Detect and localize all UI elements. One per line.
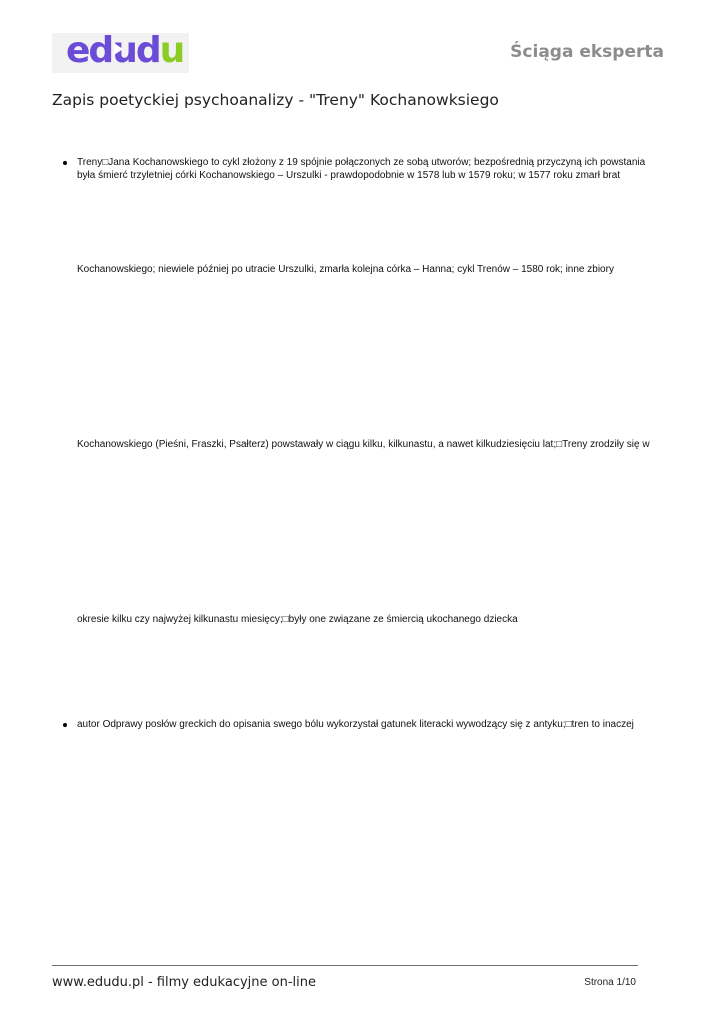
logo-letter-d2: d [135,30,160,71]
text-line-4: Kochanowskiego (Pieśni, Fraszki, Psałterz) powstawały w ciągu kilku, kilkunastu, a nawet kilkudziesięciu lat;□Treny zrodziły się w [77,439,650,450]
text-line-2: była śmierć trzyletniej córki Kochanowskiego – Urszulki - prawdopodobnie w 1578 lub w 1579 roku; w 1577 roku zmarł brat [77,170,621,181]
logo-text[interactable] [66,27,183,75]
text-line-5: okresie kilku czy najwyżej kilkunastu miesięcy;□były one związane ze śmiercią ukochanego dziecka [77,614,518,625]
play-icon [114,43,123,55]
text-line-1: Treny□Jana Kochanowskiego to cykl złożony z 19 spójnie połączonych ze sobą utworów; bezpośrednią przyczyną ich powstania [77,157,646,168]
logo-letter-e: e [66,30,89,71]
logo-letter-d: d [88,30,113,71]
logo-letter-u2: u [159,30,184,71]
page-title: Zapis poetyckiej psychoanalizy - "Treny" Kochanowksiego [52,91,499,109]
page-number: Strona 1/10 [584,977,636,988]
footer-site-link[interactable]: www.edudu.pl - filmy edukacyjne on-line [52,975,316,990]
bullet-1-icon [63,161,67,165]
text-line-3: Kochanowskiego; niewiele później po utracie Urszulki, zmarła kolejna córka – Hanna; cykl Trenów – 1580 rok; inne zbiory [77,264,614,275]
text-line-6: autor Odprawy posłów greckich do opisania swego bólu wykorzystał gatunek literacki wywodzący się z antyku;□tren to inaczej [77,719,634,730]
footer-divider [52,965,638,966]
header-brand: Ściąga eksperta [510,42,664,62]
bullet-2-icon [63,723,67,727]
logo-letter-u: u [112,30,136,71]
